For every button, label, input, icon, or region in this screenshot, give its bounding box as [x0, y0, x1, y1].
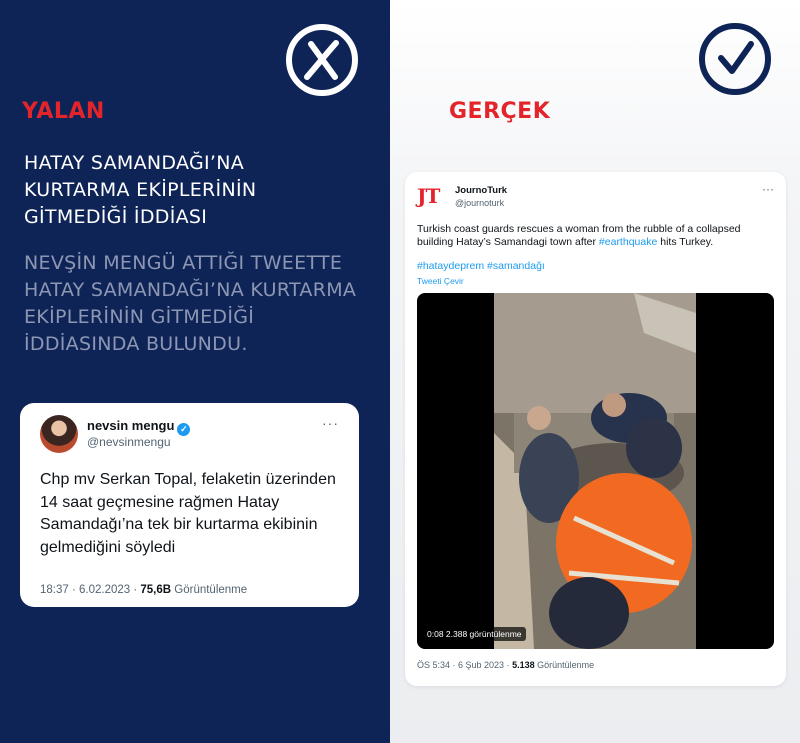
tweet-author-name[interactable]: JournoTurk — [455, 185, 508, 196]
tweet-text: Chp mv Serkan Topal, felaketin üzerinden 14 saat geçmesine rağmen Hatay Samandağı’na tek bir kurtarma ekibinin gelmediğini söyledi — [40, 471, 336, 556]
tweet-timestamp[interactable]: 18:37 · 6.02.2023 · — [40, 584, 141, 596]
tweet-text-part: Turkish coast guards rescues a woman from the rubble of a collapsed building Hatay’s Samandagi town after — [417, 223, 741, 248]
tweet-view-label: Görüntülenme — [534, 660, 595, 670]
rescue-video-frame — [494, 293, 696, 649]
claim-description: NEVŞİN MENGÜ ATTIĞI TWEETTE HATAY SAMANDAĞI’NA KURTARMA EKİPLERİNİN GİTMEDİĞİ İDDİASINDA BULUNDU. — [24, 252, 357, 355]
evidence-tweet-card[interactable] — [405, 172, 786, 686]
tweet-author-name[interactable]: nevsin mengu — [87, 418, 175, 433]
rescue-video-player[interactable] — [417, 293, 774, 649]
tweet-timestamp[interactable]: ÖS 5:34 · 6 Şub 2023 · — [417, 660, 513, 670]
check-mark-icon — [699, 23, 771, 95]
tweet-text-part: hits Turkey. — [657, 236, 714, 248]
tweet-view-count: 75,6B — [140, 584, 172, 596]
false-claim-panel — [0, 0, 390, 743]
tweet-view-count: 5.138 — [512, 660, 535, 670]
claim-tweet-card[interactable] — [20, 403, 359, 607]
video-view-overlay: 0:08 2.388 görüntülenme — [423, 627, 526, 641]
tweet-handle[interactable]: @nevsinmengu — [87, 435, 171, 449]
tweet-meta — [417, 660, 594, 670]
tweet-meta — [40, 584, 247, 596]
tweet-view-label: Görüntülenme — [171, 584, 248, 596]
verified-badge-icon: ✓ — [177, 423, 190, 436]
translate-tweet-link[interactable]: Tweeti Çevir — [417, 276, 464, 286]
tweet-handle[interactable]: @journoturk — [455, 198, 505, 208]
verdict-label-true: GERÇEK — [449, 99, 551, 124]
avatar[interactable] — [40, 415, 78, 453]
earthquake-hashtag-link[interactable]: #earthquake — [598, 236, 658, 248]
tweet-author[interactable] — [87, 418, 190, 436]
more-options-icon[interactable]: ··· — [762, 182, 774, 196]
true-fact-panel — [390, 0, 800, 743]
tweet-hashtags[interactable]: #hataydeprem #samandağı — [417, 260, 545, 272]
journoturk-logo[interactable]: JT — [417, 184, 440, 208]
verdict-label-false: YALAN — [22, 99, 105, 124]
tweet-text — [417, 223, 772, 249]
more-options-icon[interactable]: ··· — [322, 415, 339, 431]
x-mark-icon — [286, 24, 358, 96]
claim-title: HATAY SAMANDAĞI’NA KURTARMA EKİPLERİNİN GİTMEDİĞİ İDDİASI — [24, 152, 257, 228]
